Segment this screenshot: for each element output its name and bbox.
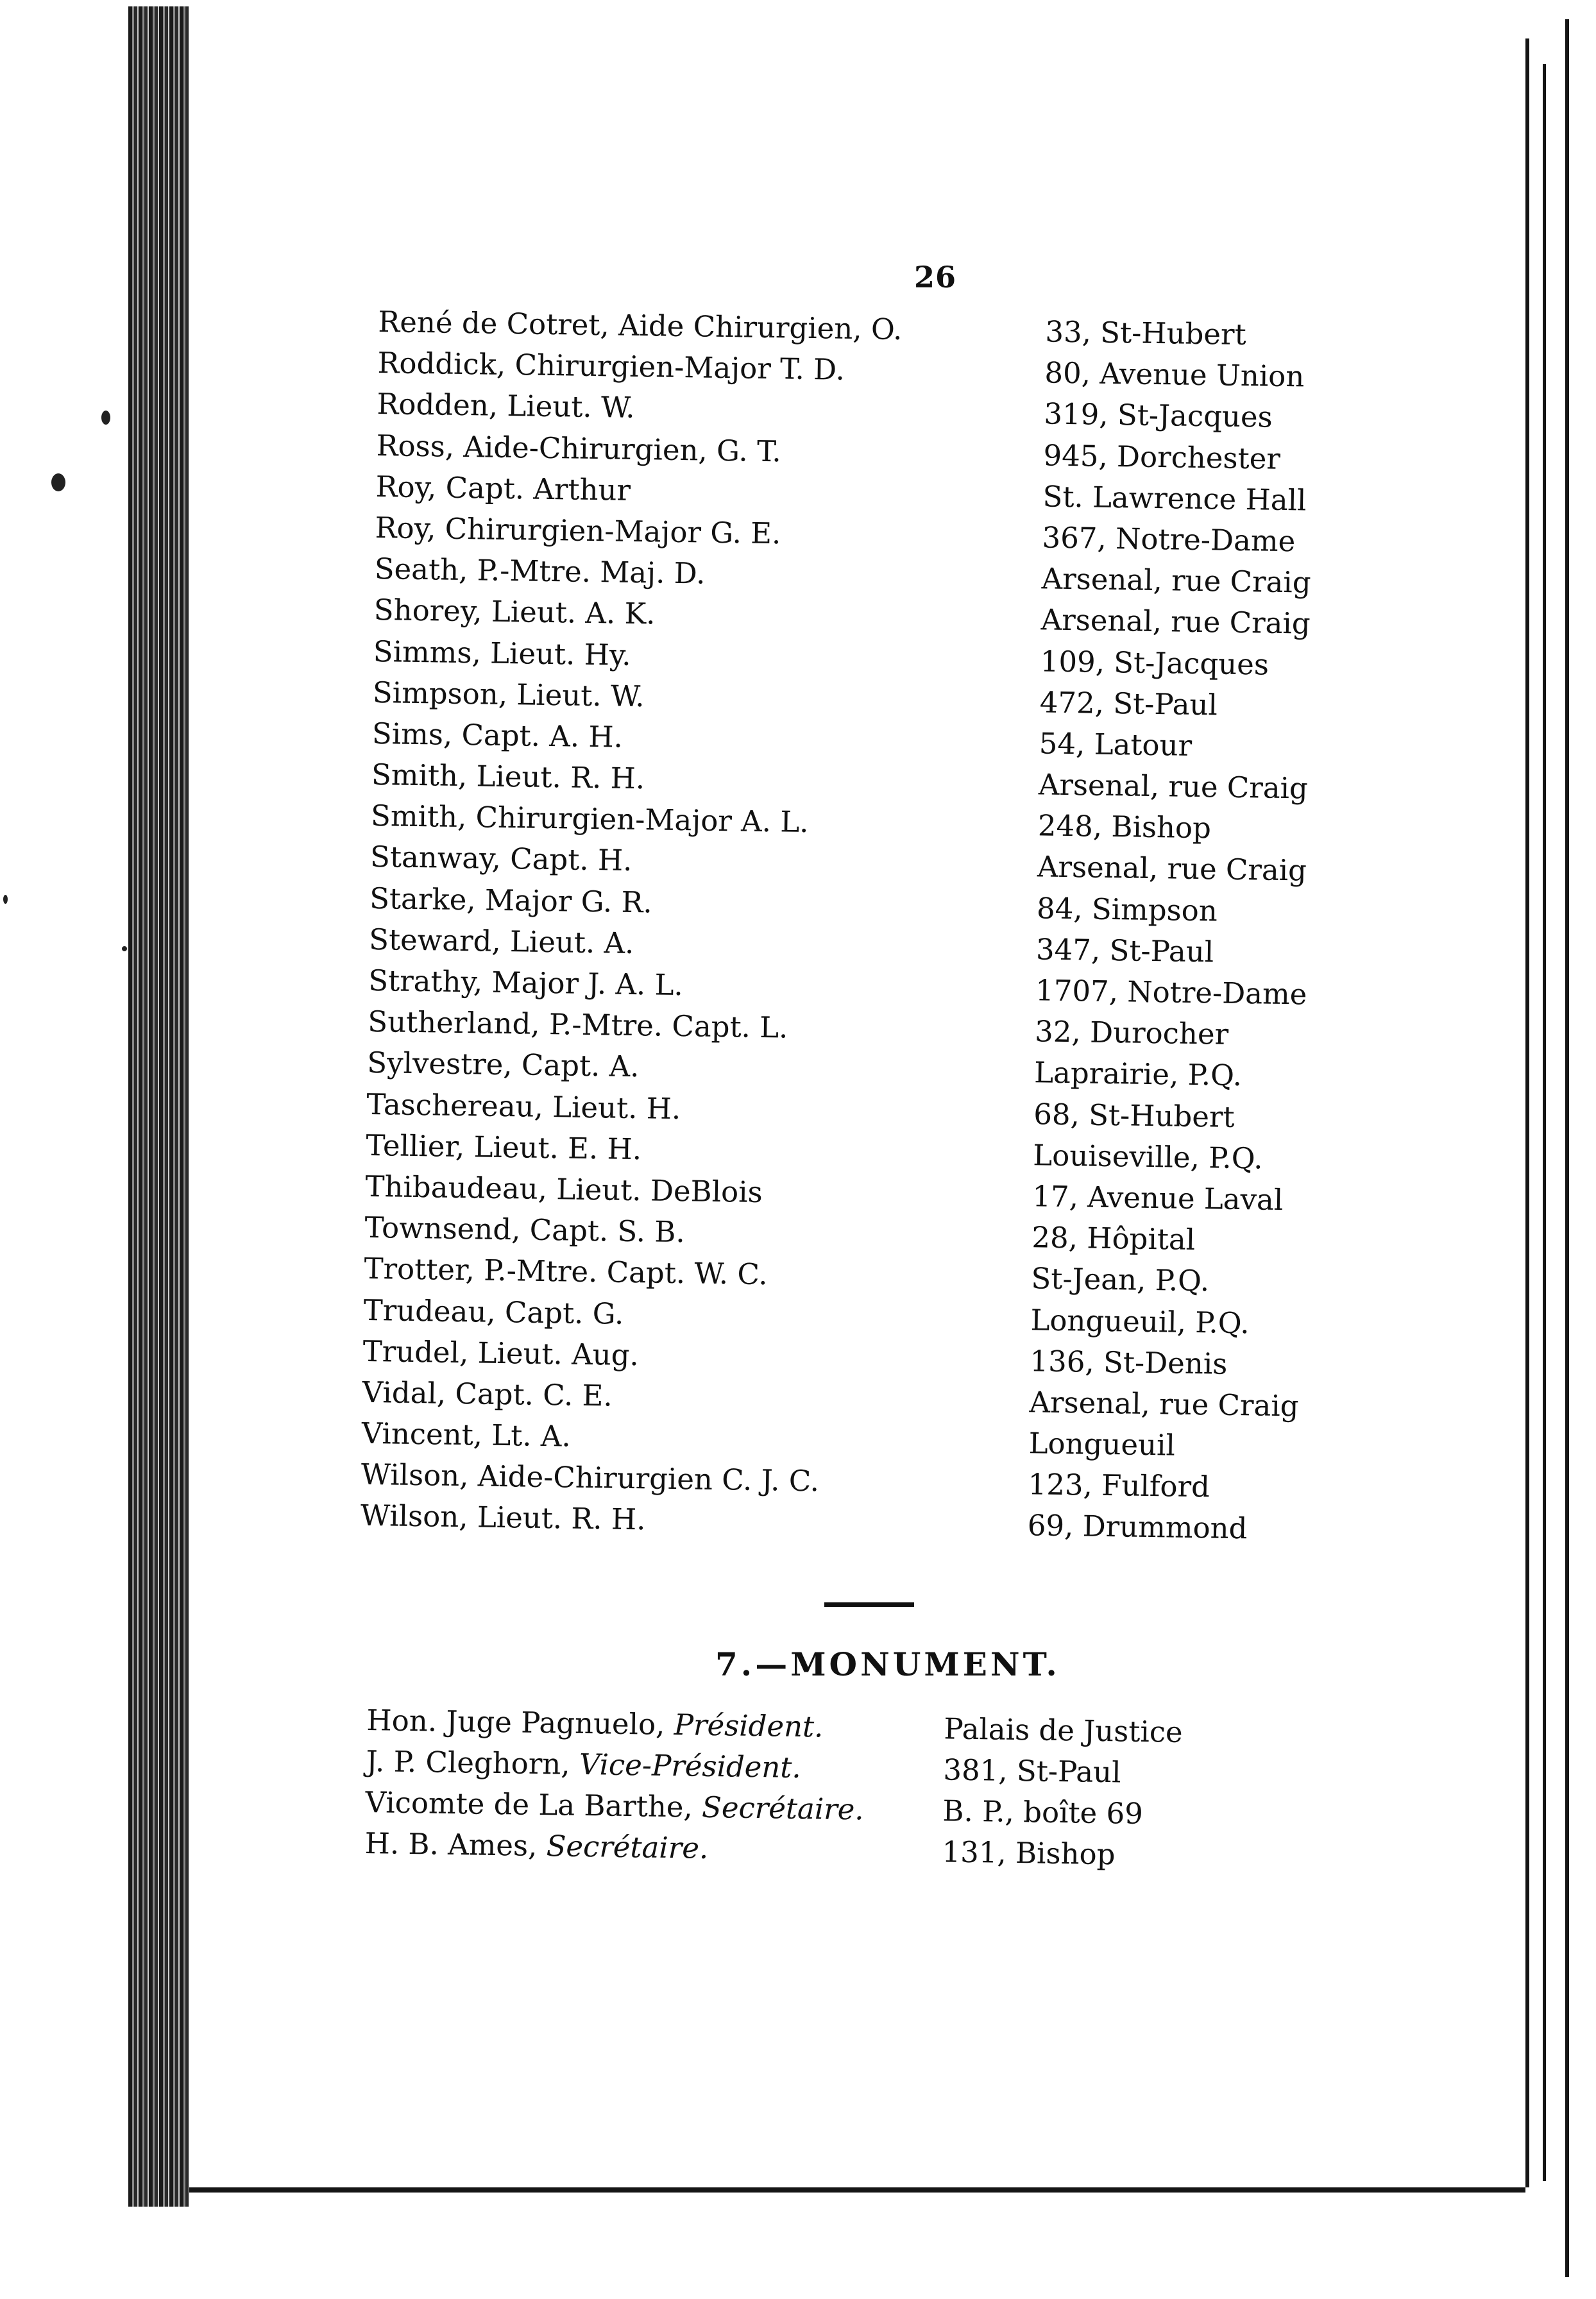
officer-name: Stanway, Capt. H. [369, 840, 632, 878]
member-role: Président. [674, 1708, 824, 1744]
officer-address: Arsenal, rue Craig [1038, 767, 1309, 806]
officer-name: Wilson, Aide-Chirurgien C. J. C. [361, 1457, 820, 1498]
officer-name: Starke, Major G. R. [369, 881, 653, 920]
member-name: H. B. Ames, [364, 1826, 538, 1863]
member-name: Vicomte de La Barthe, [365, 1785, 693, 1824]
directory-list [360, 301, 1327, 1550]
scan-speck [122, 946, 127, 951]
member-name-role [364, 1823, 708, 1869]
officer-address: 109, St-Jacques [1040, 643, 1269, 682]
officer-address: 80, Avenue Union [1044, 355, 1305, 394]
officer-name: Roy, Capt. Arthur [375, 469, 631, 507]
book-binding-edge [128, 6, 189, 2207]
section-members-list [364, 1700, 1201, 1876]
officer-name: Vincent, Lt. A. [361, 1416, 572, 1454]
member-address: 381, St-Paul [943, 1752, 1121, 1790]
officer-address: Laprairie, P.Q. [1033, 1055, 1243, 1093]
officer-address: 54, Latour [1039, 726, 1193, 763]
scan-margin-right [1527, 0, 1596, 2299]
officer-name: Shorey, Lieut. A. K. [373, 593, 656, 631]
officer-address: Longueuil, P.Q. [1030, 1302, 1250, 1340]
officer-name: Simpson, Lieut. W. [372, 675, 645, 713]
officer-address: 32, Durocher [1034, 1014, 1229, 1051]
officer-name: Trudel, Lieut. Aug. [362, 1334, 640, 1372]
officer-name: Smith, Chirurgien-Major A. L. [370, 799, 809, 840]
officer-name: Townsend, Capt. S. B. [364, 1210, 686, 1250]
officer-address: St-Jean, P.Q. [1031, 1261, 1210, 1298]
officer-address: 248, Bishop [1037, 808, 1212, 845]
scan-speck [51, 473, 65, 491]
officer-name: Rodden, Lieut. W. [377, 387, 636, 425]
officer-address: Longueuil [1028, 1426, 1176, 1463]
scan-speck [101, 411, 110, 425]
officer-address: Louiseville, P.Q. [1032, 1138, 1264, 1176]
officer-address: 472, St-Paul [1039, 685, 1218, 722]
scan-speck [3, 895, 8, 904]
officer-name: Simms, Lieut. Hy. [373, 634, 632, 672]
officer-address: 945, Dorchester [1043, 437, 1281, 476]
officer-name: Trotter, P.-Mtre. Capt. W. C. [364, 1251, 768, 1292]
officer-name: René de Cotret, Aide Chirurgien, O. [378, 304, 903, 347]
officer-name: Taschereau, Lieut. H. [366, 1087, 681, 1126]
member-name-role [366, 1700, 824, 1748]
page-edge-line [1525, 38, 1529, 2187]
officer-address: 1707, Notre-Dame [1035, 973, 1307, 1012]
member-name-role [365, 1782, 864, 1831]
officer-name: Vidal, Capt. C. E. [362, 1375, 613, 1413]
officer-address: 319, St-Jacques [1044, 396, 1273, 435]
officer-address: Arsenal, rue Craig [1040, 602, 1311, 641]
officer-address: 136, St-Denis [1030, 1343, 1228, 1381]
officer-address: 69, Drummond [1027, 1508, 1248, 1546]
officer-name: Thibaudeau, Lieut. DeBlois [365, 1169, 763, 1209]
officer-address: 17, Avenue Laval [1032, 1179, 1284, 1217]
officer-address: 367, Notre-Dame [1042, 520, 1296, 559]
officer-address: 347, St-Paul [1035, 932, 1214, 969]
officer-address: 68, St-Hubert [1033, 1096, 1235, 1134]
member-address: Palais de Justice [944, 1711, 1184, 1749]
page-bottom-edge [189, 2187, 1525, 2193]
member-name: J. P. Cleghorn, [366, 1743, 571, 1781]
officer-address: Arsenal, rue Craig [1037, 849, 1307, 888]
officer-address: 123, Fulford [1028, 1467, 1210, 1504]
page-number: 26 [914, 260, 957, 294]
officer-name: Trudeau, Capt. G. [363, 1293, 624, 1331]
page-edge-line [1543, 64, 1546, 2181]
officer-name: Roy, Chirurgien-Major G. E. [375, 510, 781, 551]
officer-name: Sims, Capt. A. H. [371, 716, 624, 754]
officer-address: Arsenal, rue Craig [1029, 1385, 1299, 1423]
scan-margin-left [0, 0, 128, 2299]
member-role: Secrétaire. [701, 1790, 865, 1827]
officer-address: 33, St-Hubert [1045, 314, 1247, 352]
officer-name: Steward, Lieut. A. [368, 922, 634, 960]
member-address: 131, Bishop [942, 1835, 1116, 1872]
officer-name: Wilson, Lieut. R. H. [360, 1498, 646, 1537]
officer-address: Arsenal, rue Craig [1041, 561, 1312, 600]
officer-address: 28, Hôpital [1031, 1220, 1196, 1257]
officer-name: Sutherland, P.-Mtre. Capt. L. [367, 1005, 788, 1045]
member-role: Vice-Président. [579, 1747, 802, 1785]
section-title: 7.—MONUMENT. [715, 1645, 1060, 1683]
member-address: B. P., boîte 69 [942, 1794, 1144, 1831]
officer-name: Smith, Lieut. R. H. [371, 757, 645, 796]
officer-name: Sylvestre, Capt. A. [366, 1046, 640, 1084]
member-name-role [366, 1741, 801, 1788]
officer-address: St. Lawrence Hall [1042, 479, 1307, 518]
officer-name: Roddick, Chirurgien-Major T. D. [377, 346, 845, 387]
officer-name: Seath, P.-Mtre. Maj. D. [374, 552, 706, 591]
page-edge-line [1565, 19, 1569, 2277]
officer-address: 84, Simpson [1036, 890, 1218, 928]
officer-name: Ross, Aide-Chirurgien, G. T. [376, 428, 782, 468]
member-role: Secrétaire. [546, 1829, 709, 1865]
member-name: Hon. Juge Pagnuelo, [366, 1702, 665, 1742]
officer-name: Tellier, Lieut. E. H. [366, 1128, 642, 1166]
officer-name: Strathy, Major J. A. L. [368, 963, 684, 1003]
section-divider [824, 1602, 914, 1607]
